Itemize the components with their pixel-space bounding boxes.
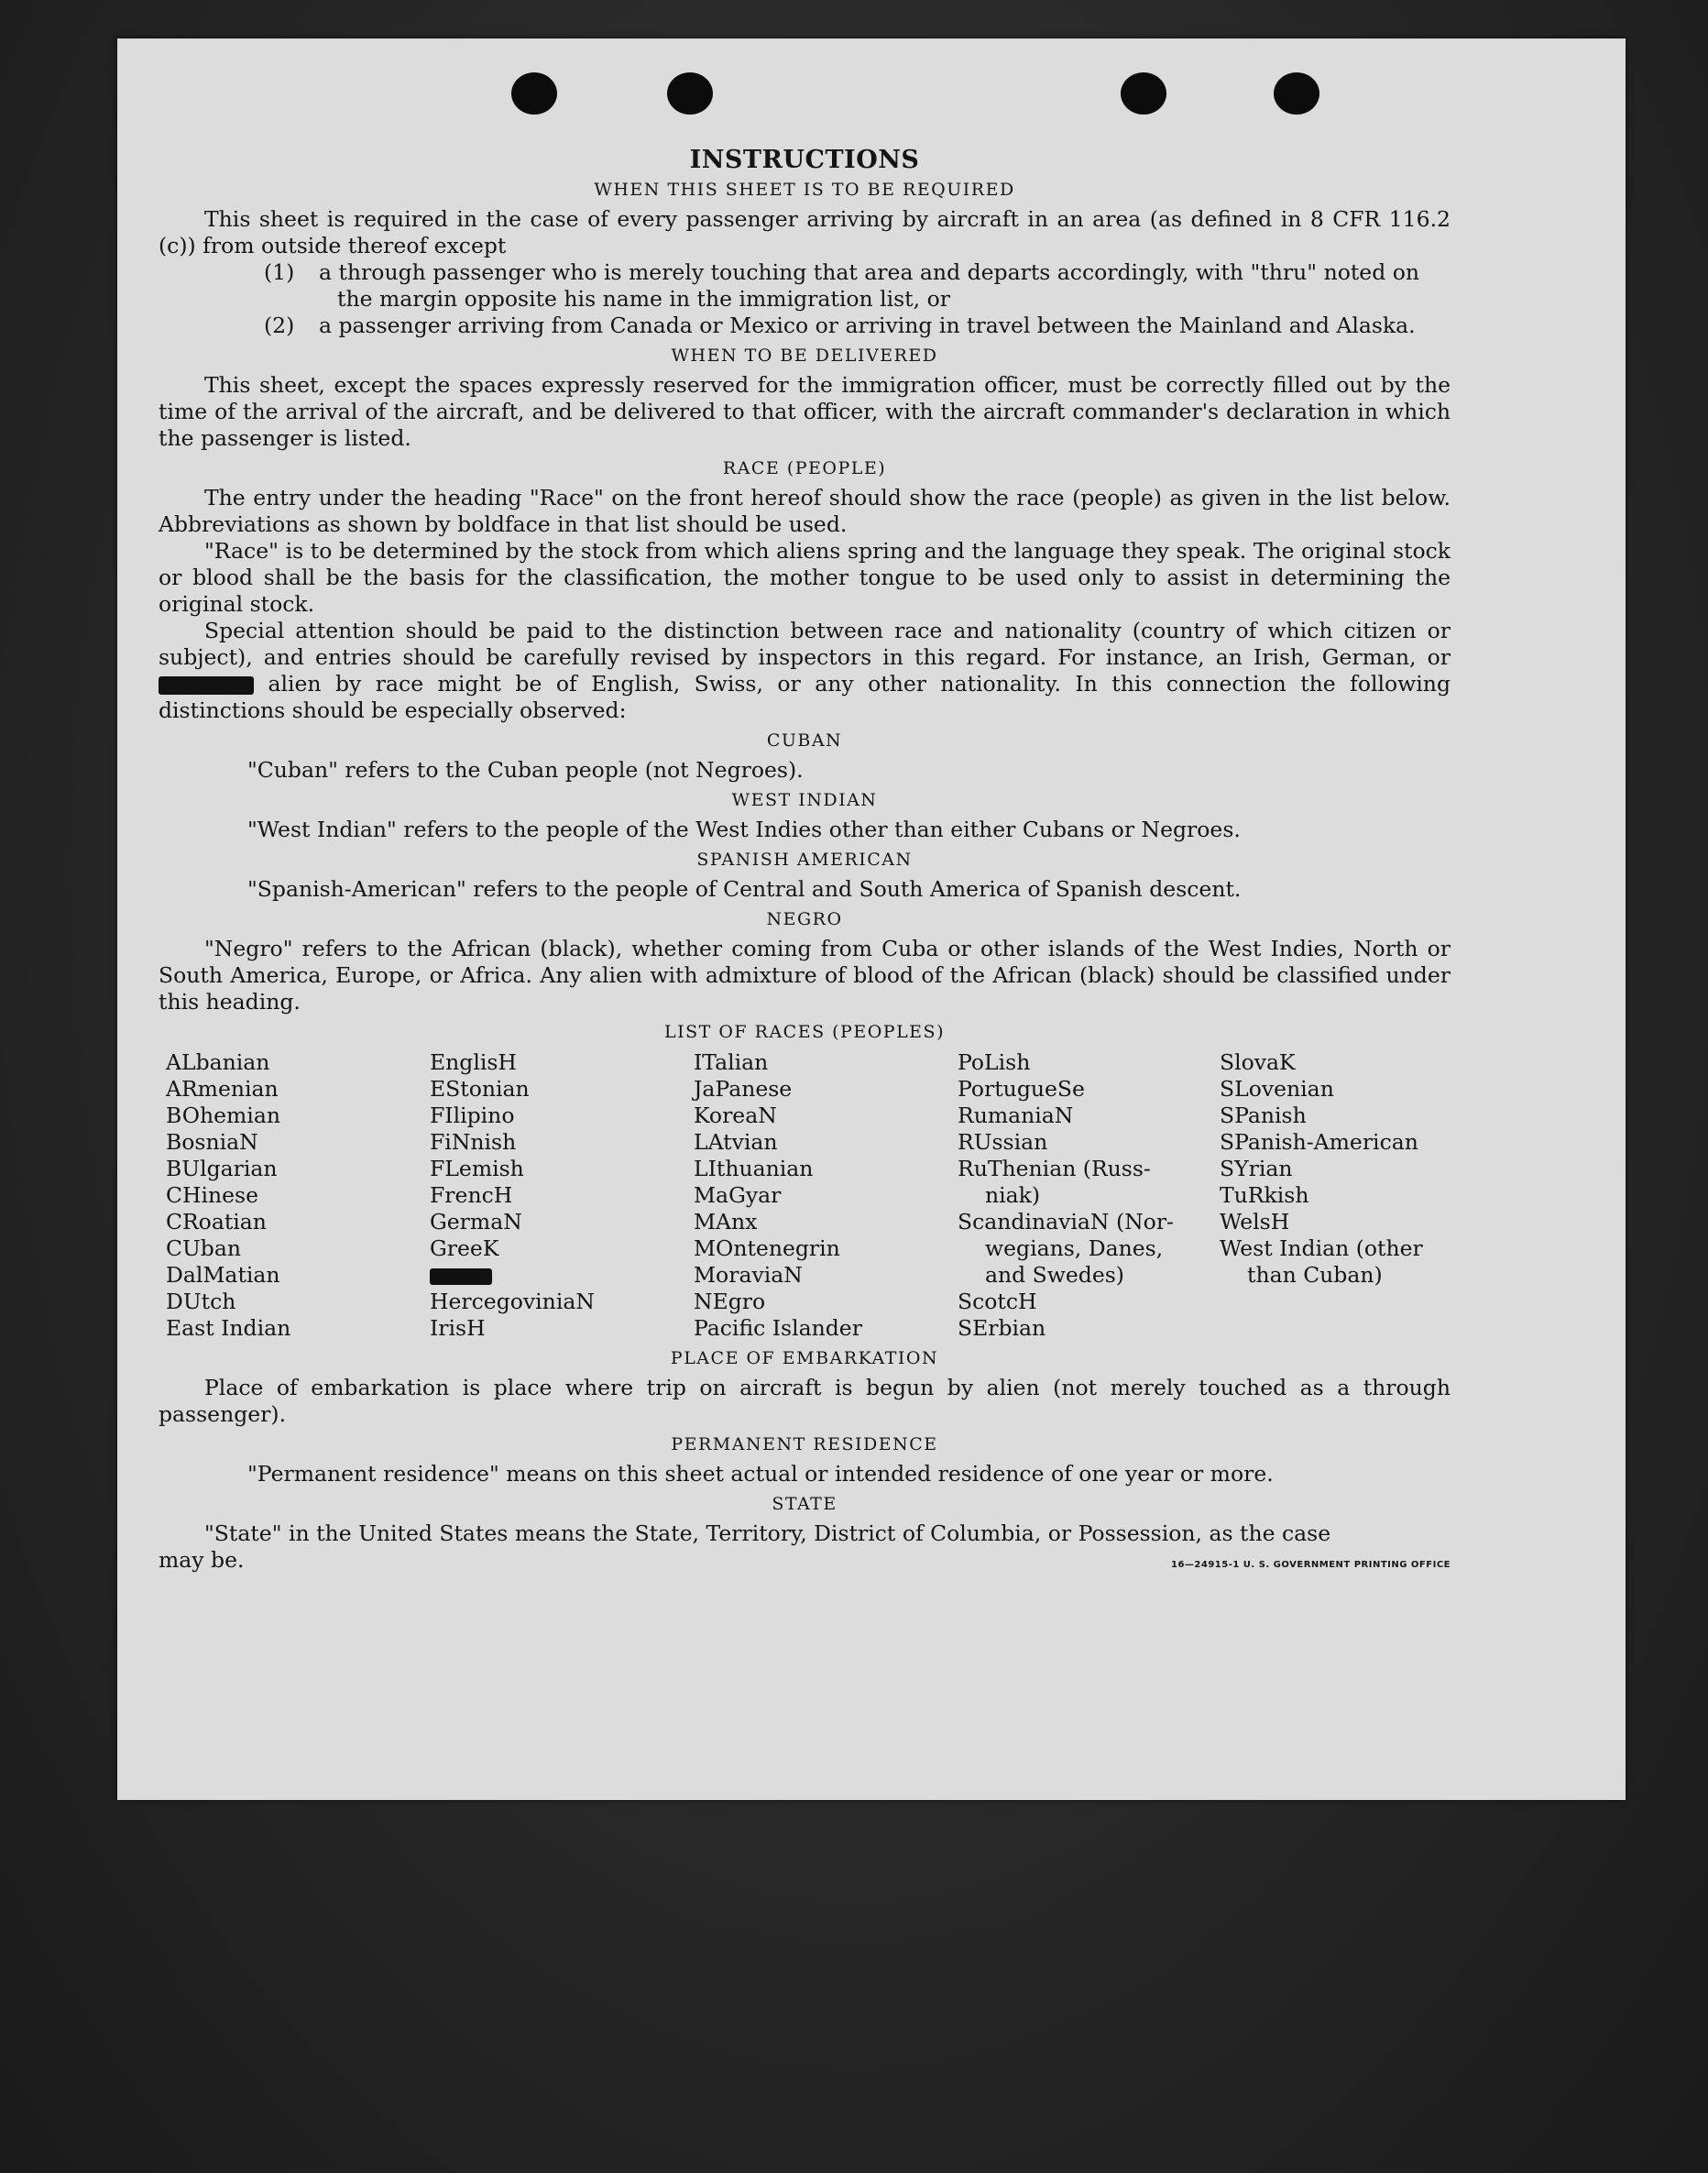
item-number: (2) xyxy=(264,313,295,338)
race-list-column-2 xyxy=(430,1049,694,1342)
list-item: SPanish xyxy=(1220,1103,1307,1128)
list-item: SYrian xyxy=(1220,1156,1293,1181)
section-heading-race-list: LIST OF RACES (PEOPLES) xyxy=(664,1022,945,1042)
list-item: HercegoviniaN xyxy=(430,1289,595,1314)
list-item: ITalian xyxy=(694,1049,769,1075)
spanish-american-text: "Spanish-American" refers to the people of Central and South America of Spanish descent. xyxy=(247,876,1242,902)
section-heading-race: RACE (PEOPLE) xyxy=(722,458,887,478)
list-item: SlovaK xyxy=(1220,1049,1296,1075)
race-list-column-3 xyxy=(694,1049,958,1342)
list-item: BosniaN xyxy=(166,1129,258,1155)
section-heading-cuban: CUBAN xyxy=(766,730,843,751)
list-item: RUssian xyxy=(958,1129,1048,1155)
section-heading-residence: PERMANENT RESIDENCE xyxy=(671,1434,938,1454)
list-item: FIlipino xyxy=(430,1103,515,1128)
list-item: EStonian xyxy=(430,1076,530,1102)
list-item: CRoatian xyxy=(166,1209,267,1235)
list-item: NEgro xyxy=(694,1289,766,1314)
list-item: MaGyar xyxy=(694,1182,782,1208)
delivered-text: This sheet, except the spaces expressly reserved for the immigration officer, must be correctly filled out by the time of the arrival of the aircraft, and be delivered to that officer, with the aircraft commander's declaration in which the passenger is listed. xyxy=(159,372,1451,451)
required-item-2 xyxy=(159,313,1451,339)
item-text: a through passenger who is merely touching that area and departs accordingly, with "thru" noted on the margin opposite his name in the immigration list, or xyxy=(319,259,1420,312)
list-item: KoreaN xyxy=(694,1103,777,1128)
list-item: WelsH xyxy=(1220,1209,1290,1235)
list-item: PoLish xyxy=(958,1049,1031,1075)
list-item: LAtvian xyxy=(694,1129,778,1155)
list-item-continued: and Swedes) xyxy=(985,1262,1124,1288)
list-item: ScotcH xyxy=(958,1289,1037,1314)
list-item: RuThenian (Russ- xyxy=(958,1156,1151,1181)
list-item: BUlgarian xyxy=(166,1156,278,1181)
section-heading-west-indian: WEST INDIAN xyxy=(731,790,878,810)
negro-text: "Negro" refers to the African (black), whether coming from Cuba or other islands of the West Indies, North or South America, Europe, or Africa. Any alien with admixture of blood of the African (black) should be classified under this heading. xyxy=(159,936,1451,1015)
list-item: RumaniaN xyxy=(958,1103,1074,1128)
list-item: ARmenian xyxy=(166,1076,279,1102)
list-item: CHinese xyxy=(166,1182,258,1208)
printing-office-code: 16—24915-1 U. S. GOVERNMENT PRINTING OFFICE xyxy=(1171,1560,1451,1570)
race-list xyxy=(159,1049,1451,1342)
race-list-column-5 xyxy=(1220,1049,1458,1342)
list-item: PortugueSe xyxy=(958,1076,1085,1102)
state-text-line-2: may be. xyxy=(159,1547,245,1573)
race-paragraph-1: The entry under the heading "Race" on the front hereof should show the race (people) as given in the list below. Abbreviations as shown by boldface in that list should be used. xyxy=(159,485,1451,537)
list-item: GreeK xyxy=(430,1235,499,1261)
list-item-continued: than Cuban) xyxy=(1247,1262,1383,1288)
list-item-continued: niak) xyxy=(985,1182,1041,1208)
instruction-sheet xyxy=(117,38,1626,1800)
race-paragraph-3-end: alien by race might be of English, Swiss, or any other nationality. In this connection the following distinctions should be especially observed: xyxy=(159,671,1451,723)
list-item-redacted xyxy=(430,1262,694,1289)
instructions-body xyxy=(159,147,1451,1578)
redaction-mark xyxy=(430,1268,492,1285)
race-paragraph-3 xyxy=(159,618,1451,724)
item-text: a passenger arriving from Canada or Mexico or arriving in travel between the Mainland and Alaska. xyxy=(319,313,1416,338)
west-indian-text: "West Indian" refers to the people of the West Indies other than either Cubans or Negroes. xyxy=(247,817,1241,842)
punch-hole xyxy=(1121,72,1166,115)
list-item: BOhemian xyxy=(166,1103,280,1128)
list-item: MOntenegrin xyxy=(694,1235,840,1261)
race-paragraph-3-start: Special attention should be paid to the distinction between race and nationality (country of which citizen or subject), and entries should be carefully revised by inspectors in this regard. For instance, an Irish, German, or xyxy=(159,618,1451,670)
race-list-column-1 xyxy=(166,1049,430,1342)
list-item: LIthuanian xyxy=(694,1156,814,1181)
required-intro: This sheet is required in the case of every passenger arriving by aircraft in an area (as defined in 8 CFR 116.2 (c)) from outside thereof except xyxy=(159,206,1451,258)
state-text-line-1: "State" in the United States means the State, Territory, District of Columbia, or Possession, as the case xyxy=(204,1520,1331,1546)
list-item: MAnx xyxy=(694,1209,758,1235)
list-item: GermaN xyxy=(430,1209,522,1235)
list-item: East Indian xyxy=(166,1315,291,1341)
item-number: (1) xyxy=(264,259,295,285)
punch-hole xyxy=(667,72,713,115)
list-item: FrencH xyxy=(430,1182,513,1208)
punch-hole xyxy=(1274,72,1319,115)
list-item-continued: wegians, Danes, xyxy=(985,1235,1164,1261)
list-item: DalMatian xyxy=(166,1262,280,1288)
state-footer-line xyxy=(159,1547,1451,1578)
embarkation-text: Place of embarkation is place where trip on aircraft is begun by alien (not merely touched as a through passenger). xyxy=(159,1375,1451,1427)
list-item: EnglisH xyxy=(430,1049,517,1075)
punch-hole xyxy=(511,72,557,115)
race-list-column-4 xyxy=(958,1049,1220,1342)
list-item: FiNnish xyxy=(430,1129,517,1155)
list-item: ScandinaviaN (Nor- xyxy=(958,1209,1174,1235)
list-item: MoraviaN xyxy=(694,1262,803,1288)
page-title: INSTRUCTIONS xyxy=(689,146,920,174)
race-paragraph-2: "Race" is to be determined by the stock from which aliens spring and the language they speak. The original stock or blood shall be the basis for the classification, the mother tongue to be used only to assist in determining the original stock. xyxy=(159,538,1451,617)
list-item: IrisH xyxy=(430,1315,486,1341)
list-item: SPanish-American xyxy=(1220,1129,1418,1155)
residence-text: "Permanent residence" means on this sheet actual or intended residence of one year or more. xyxy=(247,1461,1274,1487)
section-heading-required: WHEN THIS SHEET IS TO BE REQUIRED xyxy=(594,180,1015,200)
cuban-text: "Cuban" refers to the Cuban people (not Negroes). xyxy=(247,757,804,783)
list-item: SLovenian xyxy=(1220,1076,1334,1102)
redaction-mark xyxy=(159,676,254,695)
list-item: Pacific Islander xyxy=(694,1315,862,1341)
section-heading-negro: NEGRO xyxy=(766,909,843,929)
list-item: SErbian xyxy=(958,1315,1046,1341)
section-heading-delivered: WHEN TO BE DELIVERED xyxy=(671,346,938,366)
section-heading-spanish-american: SPANISH AMERICAN xyxy=(696,850,913,870)
list-item: FLemish xyxy=(430,1156,524,1181)
section-heading-state: STATE xyxy=(772,1494,838,1514)
list-item: TuRkish xyxy=(1220,1182,1309,1208)
list-item: CUban xyxy=(166,1235,241,1261)
list-item: JaPanese xyxy=(694,1076,793,1102)
list-item: DUtch xyxy=(166,1289,236,1314)
required-item-1 xyxy=(159,259,1451,313)
list-item: ALbanian xyxy=(166,1049,270,1075)
list-item: West Indian (other xyxy=(1220,1235,1423,1261)
section-heading-embarkation: PLACE OF EMBARKATION xyxy=(670,1348,939,1368)
